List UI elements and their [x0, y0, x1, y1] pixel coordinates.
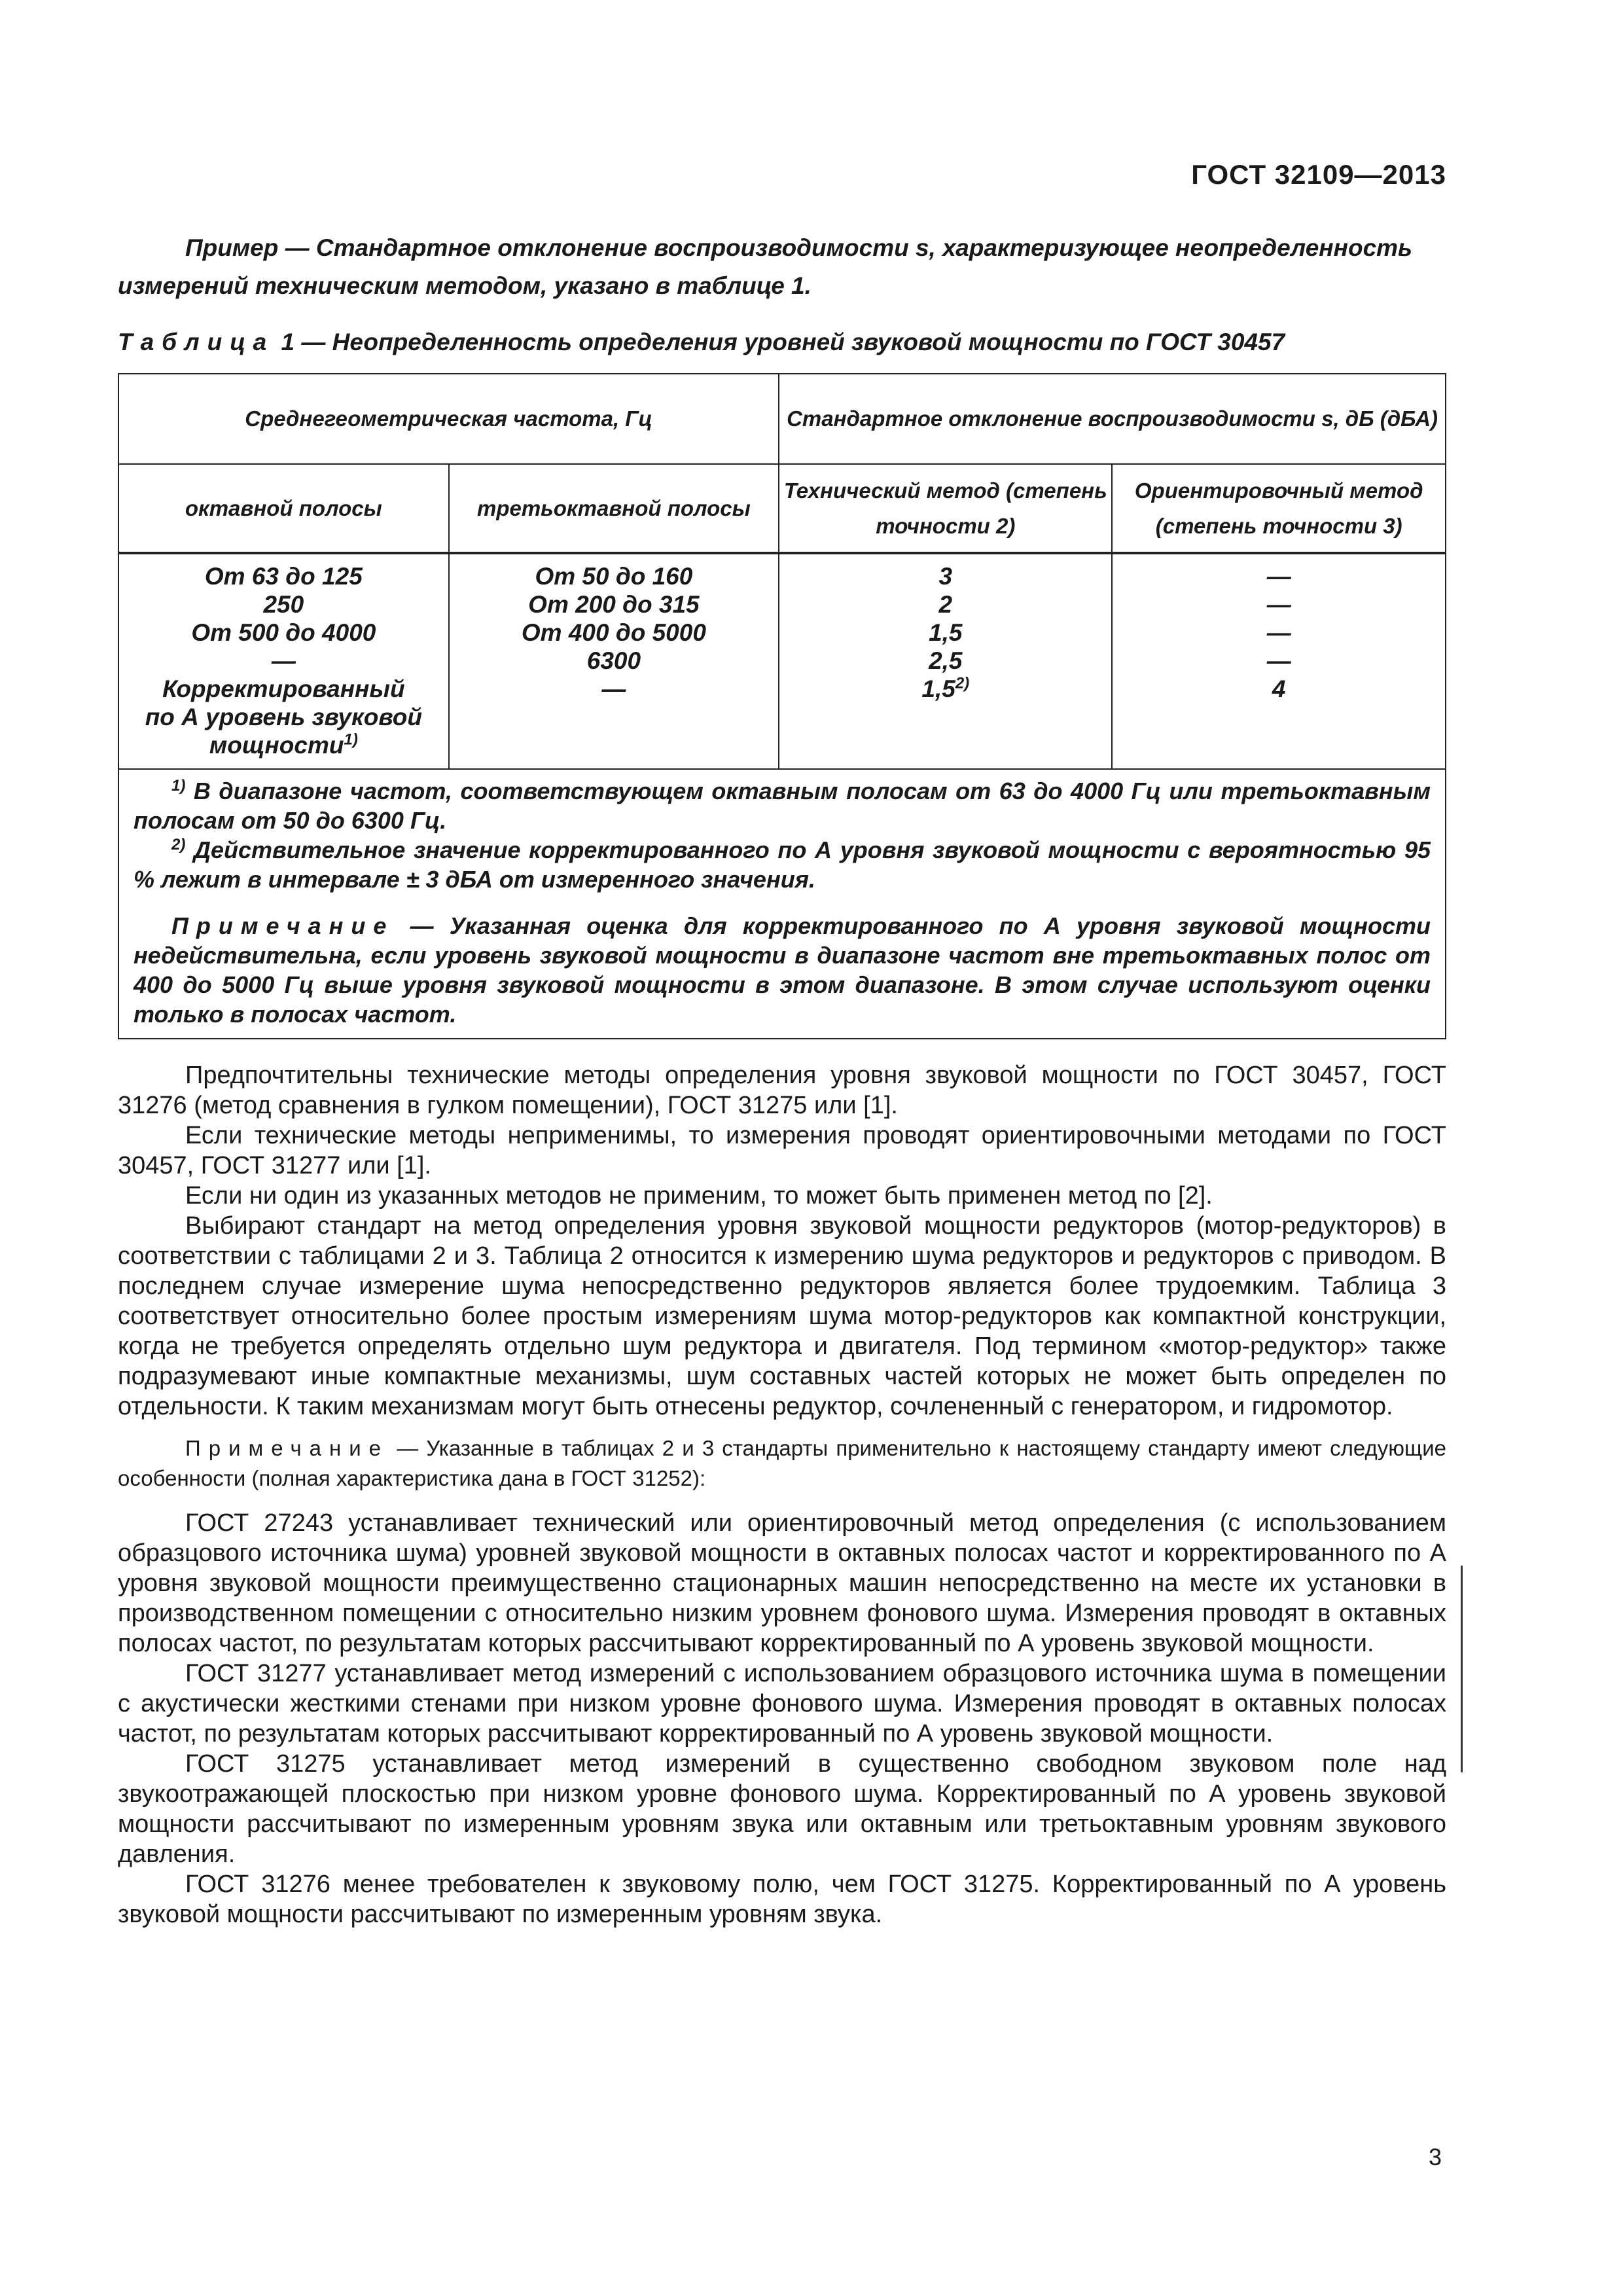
survey-column: [1112, 553, 1446, 769]
note-label: Примечание: [171, 912, 395, 939]
note-text: — Указанные в таблицах 2 и 3 стандарты применительно к настоящему стандарту имеют следующие особенности (полная характеристика дана в ГОСТ 31252):: [118, 1436, 1446, 1490]
table-cell: От 400 до 5000: [521, 619, 706, 646]
table-caption-label: Таблица: [118, 329, 275, 355]
table-cell: —: [271, 647, 296, 674]
table-notes: [118, 769, 1446, 1039]
third-octave-column: [449, 553, 779, 769]
table-cell: по А уровень звуковой: [145, 704, 422, 730]
footnote-mark: 2): [171, 836, 186, 853]
example-block: [118, 229, 1440, 305]
example-line-2: измерений техническим методом, указано в таблице 1.: [118, 272, 812, 299]
body-text: [118, 1060, 1446, 1929]
table-cell: 2,5: [929, 647, 963, 674]
footnote-ref: 2): [955, 674, 970, 692]
header-frequency-group: Среднегеометрическая частота, Гц: [118, 374, 779, 464]
table-caption: [118, 329, 1285, 356]
footnote-1: [134, 776, 1431, 835]
footnote-2: [134, 835, 1431, 894]
table-note: [134, 911, 1431, 1029]
table-cell: —: [1266, 563, 1291, 590]
example-line-1: Пример — Стандартное отклонение воспроизводимости s, характеризующее неопределенность: [185, 234, 1413, 261]
footnote-mark: 1): [171, 777, 186, 795]
table-cell: Корректированный: [162, 675, 405, 702]
page-number: 3: [1428, 2144, 1442, 2170]
footnote-text: Действительное значение корректированного по А уровня звуковой мощности с вероятностью 95 % лежит в интервале ± 3 дБА от измеренного значения.: [134, 836, 1431, 893]
table-cell: От 200 до 315: [528, 591, 700, 618]
table-cell: 3: [938, 563, 953, 590]
header-survey-method: Ориентировочный метод (степень точности 3): [1112, 464, 1446, 553]
header-third-octave: третьоктавной полосы: [449, 464, 779, 553]
paragraph: Если ни один из указанных методов не применим, то может быть применен метод по [2].: [185, 1182, 1213, 1210]
table-cell: От 50 до 160: [535, 563, 693, 590]
table-1: [118, 373, 1446, 1039]
technical-column: [779, 553, 1112, 769]
standard-description: ГОСТ 31277 устанавливает метод измерений с использованием образцового источника шума в помещении с акустически жесткими стенами при низком уровне фонового шума. Измерения проводят в октавных полосах частот, по результатам которых рассчитывают корректированный по А уровень звуковой мощности.: [118, 1660, 1446, 1748]
table-cell: —: [1266, 619, 1291, 646]
table-cell-with-footnote: [780, 675, 1111, 703]
table-cell-with-footnote: [120, 731, 448, 759]
table-cell: мощности: [209, 732, 344, 759]
octave-column: [118, 553, 449, 769]
header-stddev-group: Стандартное отклонение воспроизводимости s, дБ (дБА): [779, 374, 1446, 464]
header-technical-method: Технический метод (степень точности 2): [779, 464, 1112, 553]
table-cell: От 500 до 4000: [191, 619, 376, 646]
table-cell: —: [1266, 647, 1291, 674]
paragraph: Если технические методы неприменимы, то измерения проводят ориентировочными методами по ГОСТ 30457, ГОСТ 31277 или [1].: [118, 1122, 1446, 1179]
header-octave: октавной полосы: [118, 464, 449, 553]
note-label: Примечание: [185, 1436, 389, 1460]
standard-description: ГОСТ 27243 устанавливает технический или ориентировочный метод определения (с использованием образцового источника шума) уровней звуковой мощности в октавных полосах частот и корректированного по А уровня звуковой мощности преимущественно стационарных машин непосредственно на месте их установки в производственном помещении с относительно низким уровнем фонового шума. Измерения проводят в октавных полосах частот, по результатам которых рассчитывают корректированный по А уровень звуковой мощности.: [118, 1509, 1446, 1657]
paragraph: Предпочтительны технические методы определения уровня звуковой мощности по ГОСТ 30457, ГОСТ 31276 (метод сравнения в гулком помещении), ГОСТ 31275 или [1].: [118, 1062, 1446, 1119]
standard-description: ГОСТ 31275 устанавливает метод измерений в существенно свободном звуковом поле над звукоотражающей плоскостью при низком уровне фонового шума. Корректированный по А уровень звуковой мощности рассчитывают по измеренным уровням звука или октавным или третьоктавным уровням звукового давления.: [118, 1750, 1446, 1868]
table-cell: —: [601, 675, 626, 702]
document-code: ГОСТ 32109—2013: [1191, 159, 1446, 190]
note-text: — Указанная оценка для корректированного по А уровня звуковой мощности недействительна, если уровень звуковой мощности в диапазоне частот вне третьоктавных полос от 400 до 5000 Гц выше уровня звуковой мощности в этом диапазоне. В этом случае используют оценки только в полосах частот.: [134, 912, 1431, 1028]
footnote-text: В диапазоне частот, соответствующем октавным полосам от 63 до 4000 Гц или третьоктавным полосам от 50 до 6300 Гц.: [134, 778, 1431, 834]
table-cell: 4: [1272, 675, 1286, 702]
table-cell: 1,5: [921, 675, 955, 702]
table-cell: 2: [938, 591, 953, 618]
footnote-ref: 1): [344, 730, 358, 749]
standards-note: [118, 1433, 1446, 1494]
paragraph: Выбирают стандарт на метод определения уровня звуковой мощности редукторов (мотор-редукторов) в соответствии с таблицами 2 и 3. Таблица 2 относится к измерению шума редукторов и редукторов с приводом. В последнем случае измерение шума непосредственно редукторов является более трудоемким. Таблица 3 соответствует относительно более простым измерениям шума мотор-редукторов как компактной конструкции, когда не требуется определять отдельно шум редуктора и двигателя. Под термином «мотор-редуктор» также подразумевают иные компактные механизмы, шум составных частей которых не может быть определен по отдельности. К таким механизмам могут быть отнесены редуктор, сочлененный с генератором, и гидромотор.: [118, 1212, 1446, 1420]
table-cell: 1,5: [929, 619, 963, 646]
revision-bar: [1461, 1566, 1463, 1772]
table-cell: 6300: [586, 647, 641, 674]
table-cell: От 63 до 125: [204, 563, 363, 590]
table-cell: —: [1266, 591, 1291, 618]
table-caption-text: 1 — Неопределенность определения уровней звуковой мощности по ГОСТ 30457: [274, 329, 1285, 355]
standard-description: ГОСТ 31276 менее требователен к звуковому полю, чем ГОСТ 31275. Корректированный по А уровень звуковой мощности рассчитывают по измеренным уровням звука.: [118, 1871, 1446, 1928]
table-cell: 250: [263, 591, 304, 618]
